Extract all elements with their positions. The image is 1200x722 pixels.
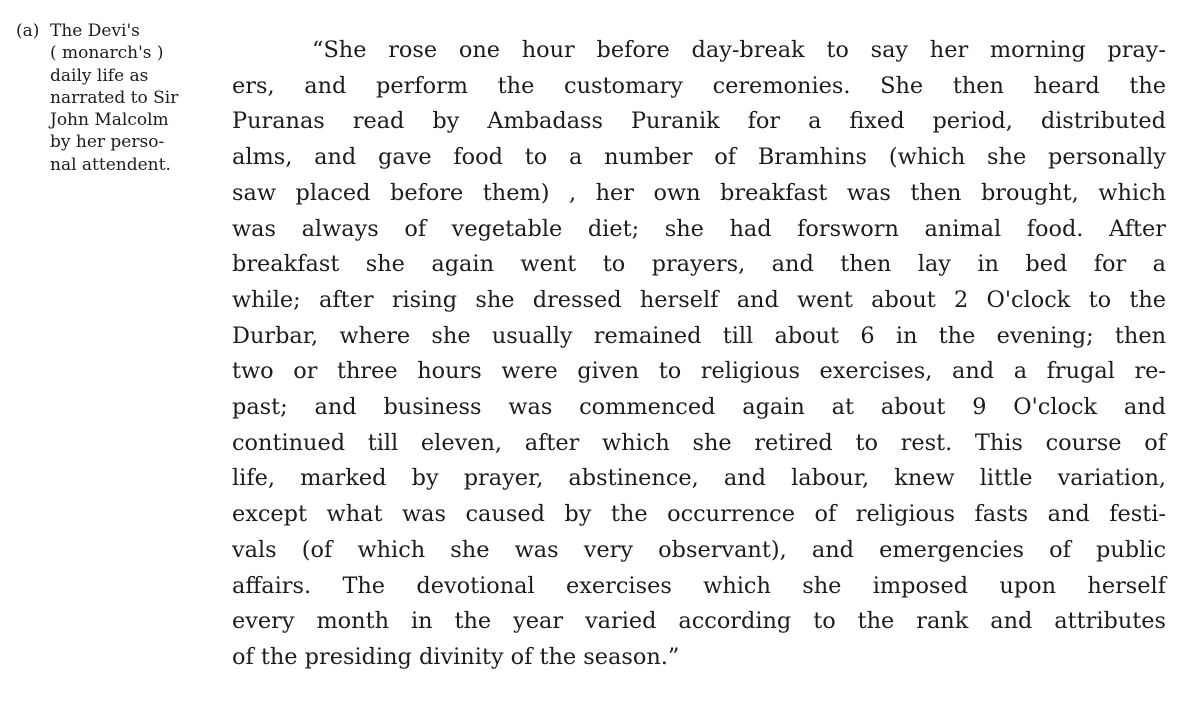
passage-line: ers, and perform the customary ceremonies. She then heard the <box>232 72 1166 99</box>
passage-line: Puranas read by Ambadass Puranik for a fixed period, distributed <box>232 108 1166 135</box>
margin-note-line: ( monarch's ) <box>50 43 164 64</box>
passage-line: of the presiding divinity of the season.” <box>232 643 680 670</box>
passage-line: “She rose one hour before day-break to say her morning pray- <box>312 37 1166 63</box>
passage-line: saw placed before them) , her own breakfast was then brought, which <box>232 179 1166 206</box>
margin-note-line: daily life as <box>50 65 149 86</box>
footnote-marker: (a) <box>16 21 40 41</box>
margin-note <box>50 20 220 176</box>
passage-line: except what was caused by the occurrence of religious fasts and festi- <box>232 501 1166 528</box>
margin-note-line: narrated to Sir <box>50 87 179 108</box>
passage-line: breakfast she again went to prayers, and then lay in bed for a <box>232 251 1166 278</box>
margin-note-line: by her perso- <box>50 132 165 153</box>
margin-note-line: John Malcolm <box>50 110 169 131</box>
quoted-passage <box>232 33 1166 676</box>
passage-line: past; and business was commenced again at about 9 O'clock and <box>232 394 1166 421</box>
passage-line: affairs. The devotional exercises which she imposed upon herself <box>232 572 1166 599</box>
passage-line: continued till eleven, after which she retired to rest. This course of <box>232 429 1166 456</box>
margin-note-line: The Devi's <box>50 21 140 41</box>
margin-note-line: nal attendent. <box>50 154 171 175</box>
passage-line: while; after rising she dressed herself and went about 2 O'clock to the <box>232 286 1166 313</box>
passage-line: two or three hours were given to religious exercises, and a frugal re- <box>232 358 1166 385</box>
passage-line: vals (of which she was very observant), and emergencies of public <box>232 536 1166 563</box>
passage-line: alms, and gave food to a number of Bramhins (which she personally <box>232 144 1166 171</box>
passage-line: every month in the year varied according to the rank and attributes <box>232 608 1166 635</box>
passage-line: was always of vegetable diet; she had forsworn animal food. After <box>232 215 1166 242</box>
passage-line: life, marked by prayer, abstinence, and labour, knew little variation, <box>232 465 1166 492</box>
passage-line: Durbar, where she usually remained till about 6 in the evening; then <box>232 322 1166 349</box>
